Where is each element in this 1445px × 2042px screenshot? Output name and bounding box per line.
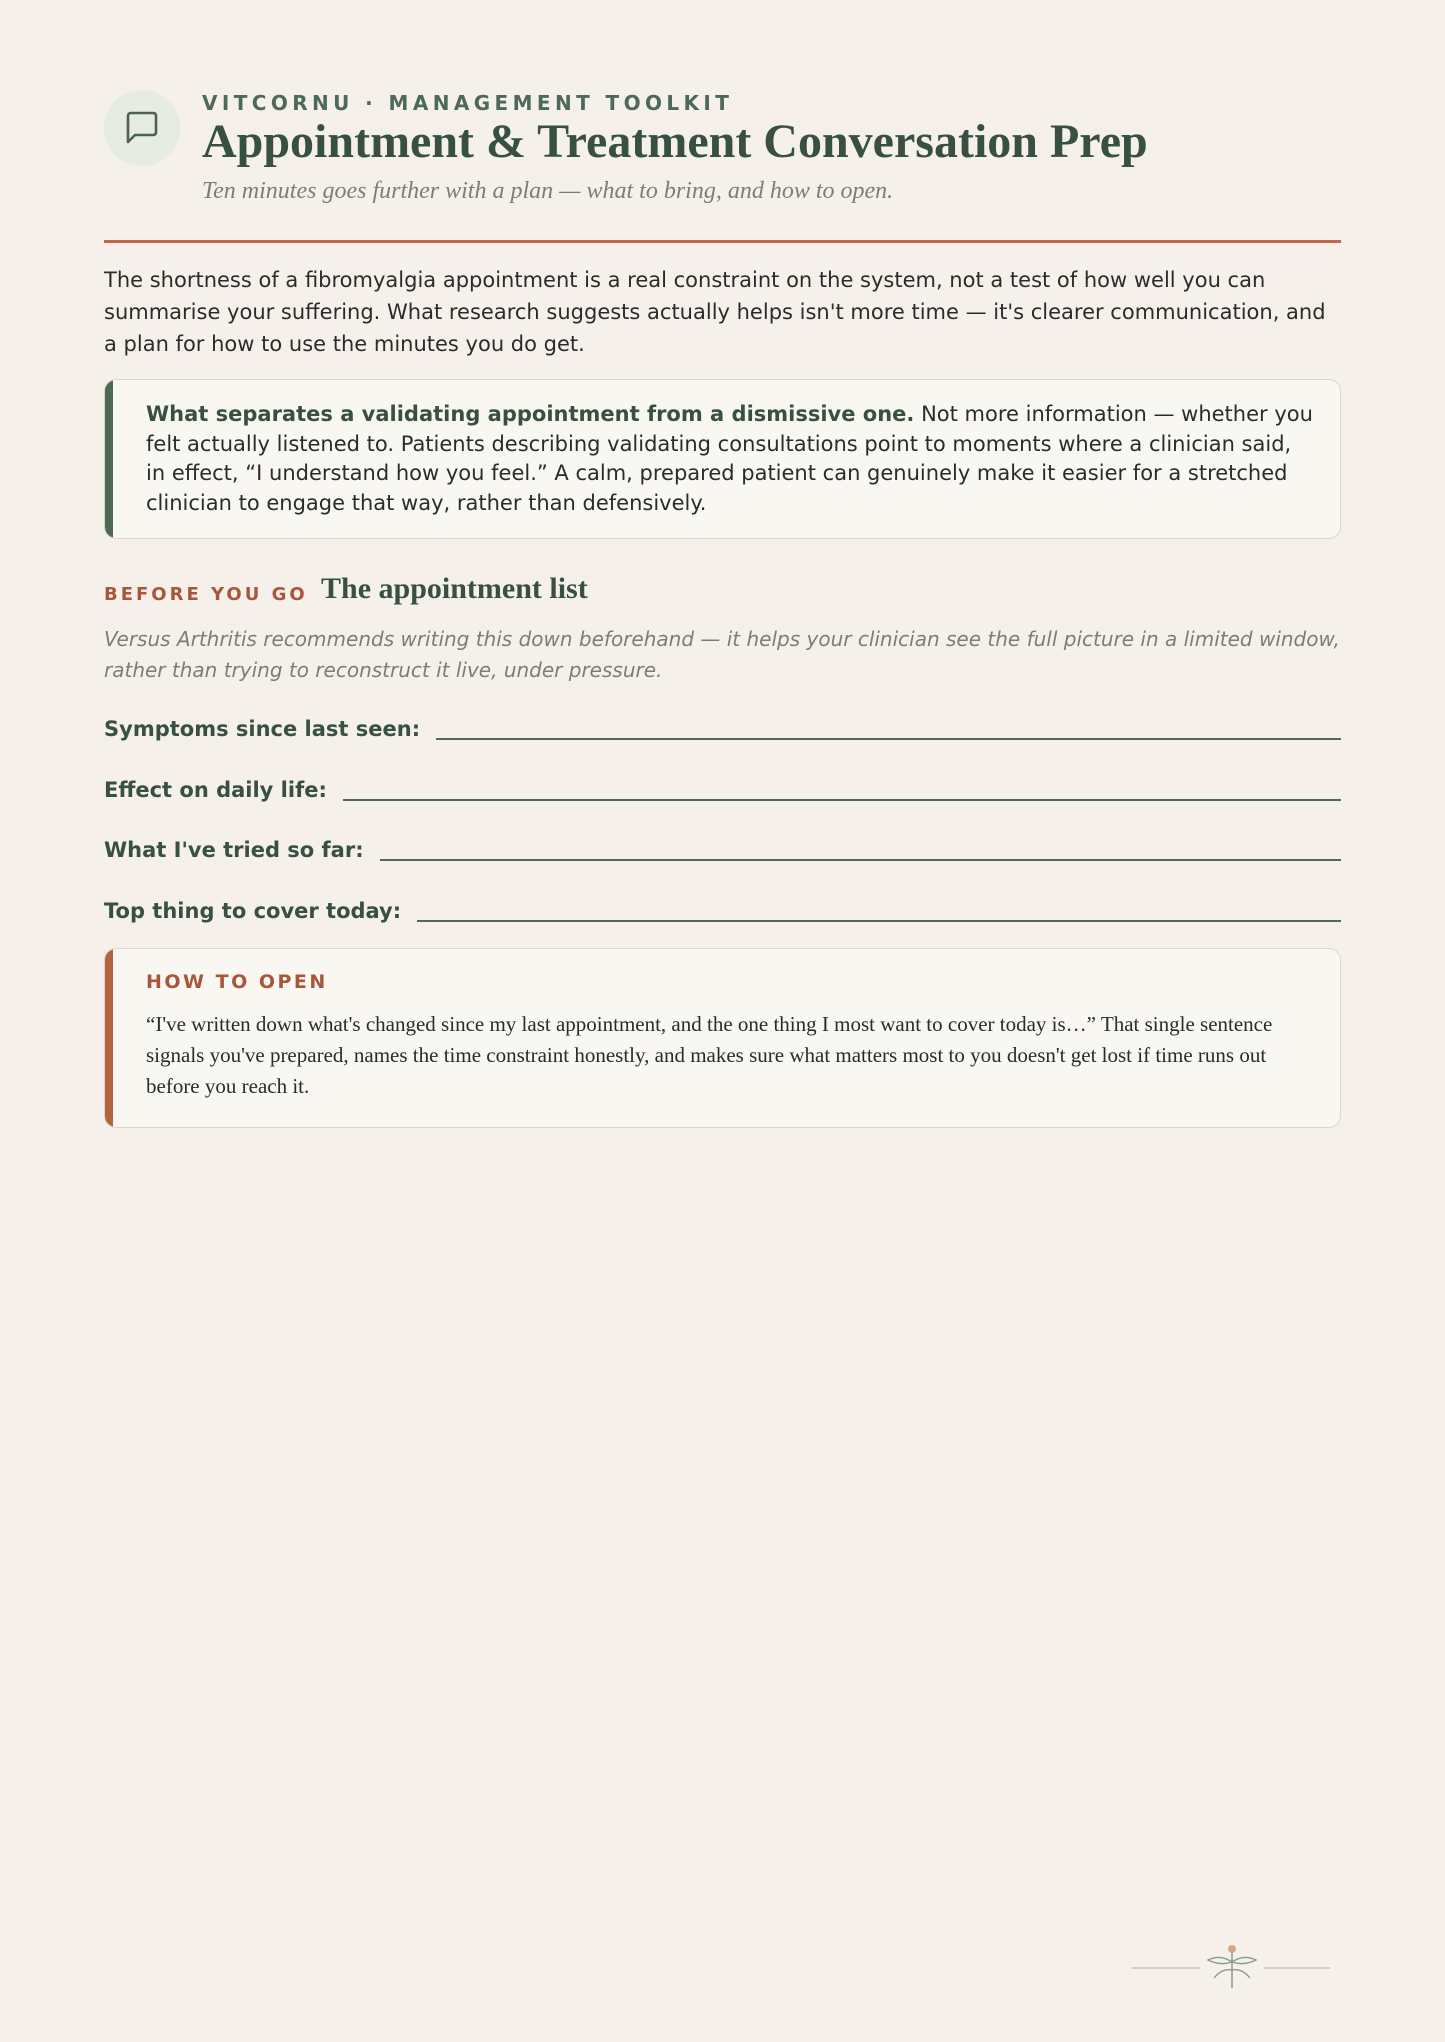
speech-bubble-icon: [104, 90, 180, 166]
header: [104, 88, 1341, 208]
header-divider: [104, 240, 1341, 243]
field-top-thing: [104, 894, 1341, 926]
sprout-icon: [1130, 1940, 1330, 2000]
callout-text: [146, 400, 1316, 518]
write-in-line[interactable]: [380, 859, 1341, 861]
page-subtitle: Ten minutes goes further with a plan — what to bring, and how to open.: [202, 178, 894, 204]
validating-callout: [104, 379, 1341, 539]
field-label: What I've tried so far:: [104, 838, 364, 862]
section-kicker: BEFORE YOU GO: [104, 584, 308, 605]
field-label: Top thing to cover today:: [104, 899, 402, 923]
how-to-open-callout: [104, 948, 1341, 1128]
write-in-line[interactable]: [343, 799, 1341, 801]
field-daily-life: [104, 773, 1341, 805]
callout-body: Not more information — whether you felt actually listened to. Patients describing validating consultations point to moments where a clinician said, in effect, “I understand how you feel.” A calm, prepared patient can genuinely make it easier for a stretched clinician to engage that way, rather than defensively.: [146, 402, 1313, 515]
callout-kicker: HOW TO OPEN: [146, 971, 328, 993]
eyebrow: VITCORNU · MANAGEMENT TOOLKIT: [202, 91, 734, 115]
field-label: Symptoms since last seen:: [104, 717, 421, 741]
section-title: The appointment list: [321, 572, 588, 605]
intro-paragraph: The shortness of a fibromyalgia appointment is a real constraint on the system, not a test of how well you can summarise your suffering. What research suggests actually helps isn't more time — it's clearer communication, and a plan for how to use the minutes you do get.: [104, 268, 1326, 356]
field-label: Effect on daily life:: [104, 778, 327, 802]
callout-body: “I've written down what's changed since my last appointment, and the one thing I most want to cover today is…” That single sentence signals you've prepared, names the time constraint honestly, and makes sure what matters most to you doesn't get lost if time runs out before you reach it.: [146, 1012, 1273, 1098]
callout-accent-bar: [105, 380, 113, 538]
page-title: Appointment & Treatment Conversation Prep: [202, 115, 1148, 168]
write-in-line[interactable]: [417, 920, 1341, 922]
section-note: Versus Arthritis recommends writing this down beforehand — it helps your clinician see the full picture in a limited window, rather than trying to reconstruct it live, under pressure.: [104, 627, 1340, 682]
write-in-line[interactable]: [436, 738, 1341, 740]
field-symptoms: [104, 712, 1341, 744]
section-header: [104, 572, 1341, 612]
field-tried-so-far: [104, 833, 1341, 865]
callout-accent-bar: [105, 949, 113, 1127]
callout-lead: What separates a validating appointment from a dismissive one.: [146, 402, 915, 426]
